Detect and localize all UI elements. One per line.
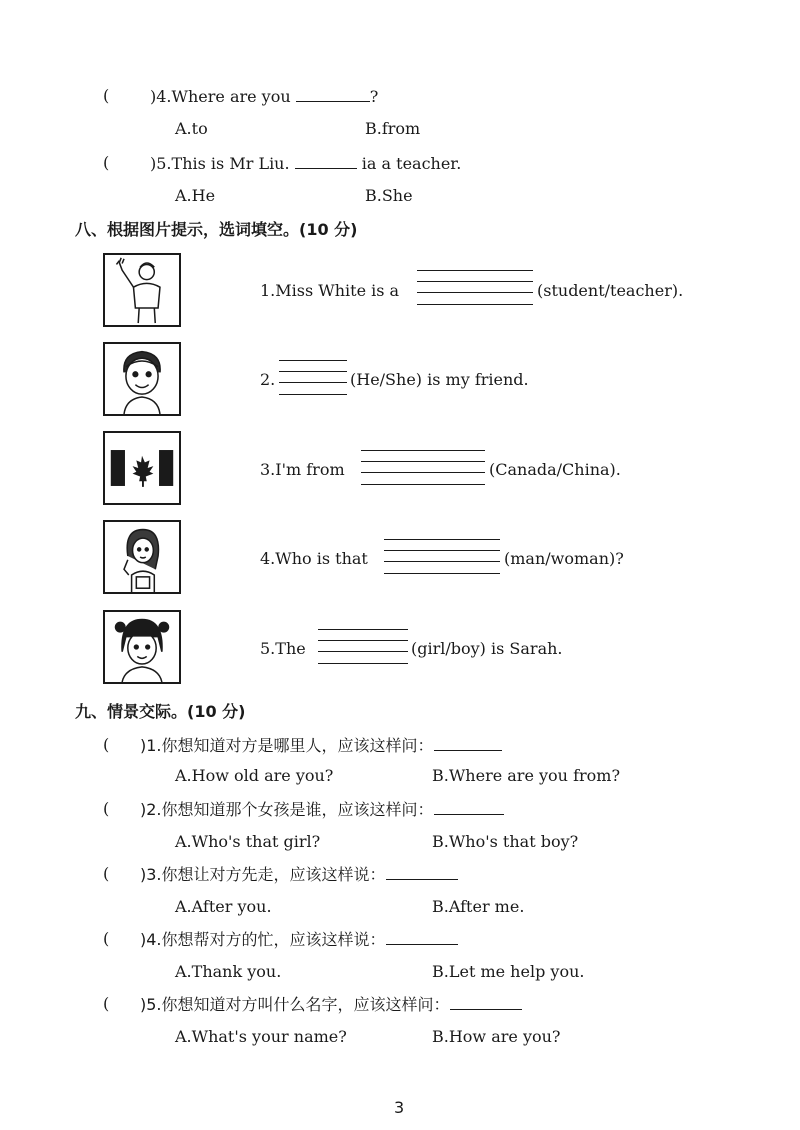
option-a: A.Thank you. xyxy=(175,962,282,981)
option-a: A.He xyxy=(175,186,216,205)
option-b: B.Let me help you. xyxy=(432,962,585,981)
question-7-5: )5.This is Mr Liu. ia a teacher. xyxy=(150,154,462,173)
option-a: A.How old are you? xyxy=(175,766,334,785)
answer-paren-open: ( xyxy=(103,929,110,948)
page-number: 3 xyxy=(394,1098,405,1117)
fill-item-5-choices: (girl/boy) is Sarah. xyxy=(411,639,563,658)
fill-item-1: 1.Miss White is a xyxy=(260,281,400,300)
question-9-5: )5.你想知道对方叫什么名字，应该这样问： xyxy=(140,994,522,1015)
option-b: B.from xyxy=(365,119,421,138)
section-8-heading: 八、根据图片提示，选词填空。(10 分) xyxy=(75,220,358,239)
writing-lines[interactable] xyxy=(384,537,500,575)
fill-item-2: 2. xyxy=(260,370,276,389)
option-b: B.How are you? xyxy=(432,1027,561,1046)
waving-teacher-picture xyxy=(103,253,181,327)
fill-item-3-choices: (Canada/China). xyxy=(489,460,621,479)
answer-blank[interactable] xyxy=(434,799,504,815)
question-9-2: )2.你想知道那个女孩是谁，应该这样问： xyxy=(140,799,504,820)
answer-paren-open: ( xyxy=(103,994,110,1013)
option-b: B.After me. xyxy=(432,897,525,916)
option-b: B.She xyxy=(365,186,413,205)
fill-item-5: 5.The xyxy=(260,639,306,658)
woman-picture xyxy=(103,520,181,594)
fill-item-3: 3.I'm from xyxy=(260,460,345,479)
writing-lines[interactable] xyxy=(361,448,485,486)
answer-blank[interactable] xyxy=(386,929,458,945)
fill-item-4-choices: (man/woman)? xyxy=(504,549,624,568)
answer-blank[interactable] xyxy=(434,735,502,751)
answer-paren-open: ( xyxy=(103,864,110,883)
answer-blank[interactable] xyxy=(295,153,357,169)
option-b: B.Who's that boy? xyxy=(432,832,579,851)
answer-blank[interactable] xyxy=(296,86,370,102)
answer-paren-open: ( xyxy=(103,735,110,754)
answer-blank[interactable] xyxy=(386,864,458,880)
answer-paren-open: ( xyxy=(103,153,110,172)
answer-blank[interactable] xyxy=(450,994,522,1010)
question-7-4: )4.Where are you ? xyxy=(150,87,379,106)
option-a: A.to xyxy=(175,119,208,138)
answer-paren-open: ( xyxy=(103,799,110,818)
fill-item-2-choices: (He/She) is my friend. xyxy=(350,370,529,389)
answer-paren-open: ( xyxy=(103,86,110,105)
fill-item-4: 4.Who is that xyxy=(260,549,368,568)
section-9-heading: 九、情景交际。(10 分) xyxy=(75,702,246,721)
question-9-3: )3.你想让对方先走，应该这样说： xyxy=(140,864,458,885)
option-a: A.Who's that girl? xyxy=(175,832,321,851)
boy-face-picture xyxy=(103,342,181,416)
writing-lines[interactable] xyxy=(279,358,347,396)
girl-face-picture xyxy=(103,610,181,684)
writing-lines[interactable] xyxy=(417,268,533,306)
question-9-4: )4.你想帮对方的忙，应该这样说： xyxy=(140,929,458,950)
fill-item-1-choices: (student/teacher). xyxy=(537,281,684,300)
option-a: A.What's your name? xyxy=(175,1027,347,1046)
option-b: B.Where are you from? xyxy=(432,766,621,785)
question-9-1: )1.你想知道对方是哪里人，应该这样问： xyxy=(140,735,502,756)
canada-flag-picture xyxy=(103,431,181,505)
option-a: A.After you. xyxy=(175,897,272,916)
writing-lines[interactable] xyxy=(318,627,408,665)
